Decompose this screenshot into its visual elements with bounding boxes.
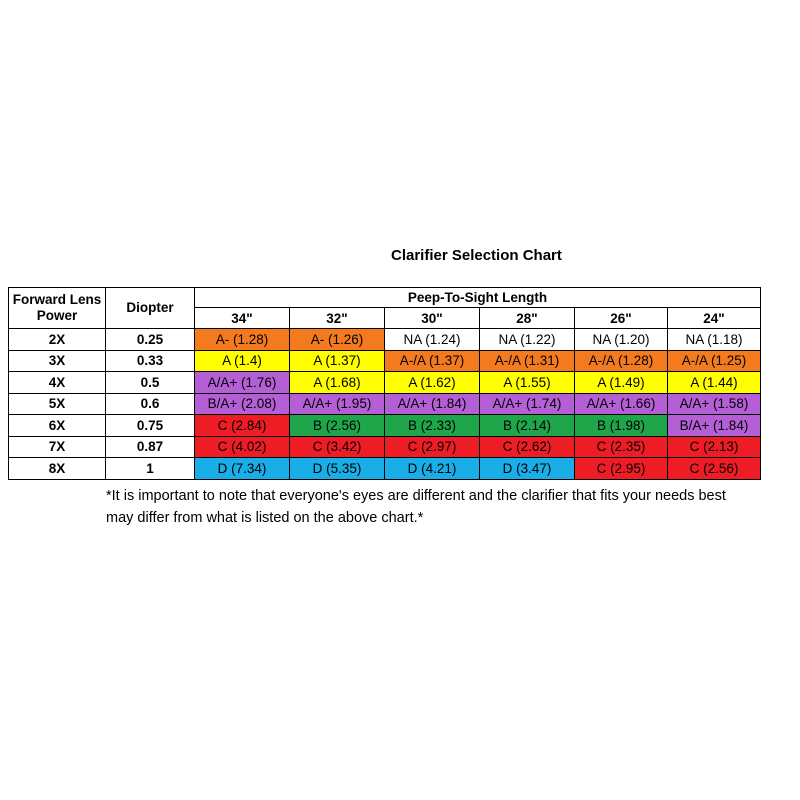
clarifier-cell: C (2.95): [575, 458, 668, 480]
clarifier-cell: NA (1.22): [480, 329, 575, 351]
clarifier-cell: B/A+ (1.84): [668, 415, 761, 437]
clarifier-cell: B (2.56): [290, 415, 385, 437]
clarifier-cell: A-/A (1.25): [668, 350, 761, 372]
clarifier-cell: A (1.4): [195, 350, 290, 372]
clarifier-cell: B/A+ (2.08): [195, 393, 290, 415]
clarifier-cell: NA (1.24): [385, 329, 480, 351]
clarifier-cell: C (3.42): [290, 436, 385, 458]
clarifier-cell: A/A+ (1.95): [290, 393, 385, 415]
power-cell: 2X: [9, 329, 106, 351]
table-row: [9, 458, 761, 480]
clarifier-cell: C (2.56): [668, 458, 761, 480]
clarifier-cell: A- (1.28): [195, 329, 290, 351]
clarifier-cell: A-/A (1.37): [385, 350, 480, 372]
header-diopter: Diopter: [106, 288, 195, 329]
clarifier-cell: B (1.98): [575, 415, 668, 437]
header-length-24: 24": [668, 308, 761, 329]
clarifier-cell: B (2.14): [480, 415, 575, 437]
clarifier-cell: A/A+ (1.58): [668, 393, 761, 415]
table-row: [9, 350, 761, 372]
clarifier-cell: A (1.49): [575, 372, 668, 394]
clarifier-cell: A (1.68): [290, 372, 385, 394]
clarifier-cell: A (1.55): [480, 372, 575, 394]
table-row: [9, 329, 761, 351]
clarifier-cell: A (1.44): [668, 372, 761, 394]
disclaimer-note: *It is important to note that everyone's eyes are different and the clarifier that fits your needs best may differ from what is listed on the above chart.*: [106, 488, 726, 526]
clarifier-cell: A-/A (1.31): [480, 350, 575, 372]
table-row: [9, 372, 761, 394]
power-cell: 4X: [9, 372, 106, 394]
power-cell: 8X: [9, 458, 106, 480]
table-row: [9, 393, 761, 415]
clarifier-cell: C (4.02): [195, 436, 290, 458]
clarifier-cell: A (1.62): [385, 372, 480, 394]
clarifier-cell: C (2.97): [385, 436, 480, 458]
diopter-cell: 1: [106, 458, 195, 480]
clarifier-cell: A-/A (1.28): [575, 350, 668, 372]
power-cell: 5X: [9, 393, 106, 415]
diopter-cell: 0.6: [106, 393, 195, 415]
clarifier-cell: D (4.21): [385, 458, 480, 480]
clarifier-cell: A (1.37): [290, 350, 385, 372]
table-row: [9, 415, 761, 437]
diopter-cell: 0.87: [106, 436, 195, 458]
diopter-cell: 0.25: [106, 329, 195, 351]
clarifier-cell: C (2.13): [668, 436, 761, 458]
clarifier-cell: D (7.34): [195, 458, 290, 480]
header-length-30: 30": [385, 308, 480, 329]
clarifier-cell: A/A+ (1.84): [385, 393, 480, 415]
header-forward-lens-power: Forward Lens Power: [9, 288, 106, 329]
diopter-cell: 0.5: [106, 372, 195, 394]
clarifier-cell: B (2.33): [385, 415, 480, 437]
power-cell: 3X: [9, 350, 106, 372]
clarifier-cell: A- (1.26): [290, 329, 385, 351]
diopter-cell: 0.75: [106, 415, 195, 437]
header-peep-to-sight-length: Peep-To-Sight Length: [195, 288, 761, 308]
power-cell: 7X: [9, 436, 106, 458]
clarifier-cell: NA (1.20): [575, 329, 668, 351]
diopter-cell: 0.33: [106, 350, 195, 372]
clarifier-cell: C (2.84): [195, 415, 290, 437]
header-length-32: 32": [290, 308, 385, 329]
clarifier-cell: D (3.47): [480, 458, 575, 480]
clarifier-cell: A/A+ (1.74): [480, 393, 575, 415]
header-length-26: 26": [575, 308, 668, 329]
chart-title: Clarifier Selection Chart: [391, 247, 562, 264]
power-cell: 6X: [9, 415, 106, 437]
clarifier-cell: D (5.35): [290, 458, 385, 480]
header-length-28: 28": [480, 308, 575, 329]
header-length-34: 34": [195, 308, 290, 329]
clarifier-selection-table: [8, 287, 761, 480]
clarifier-cell: A/A+ (1.76): [195, 372, 290, 394]
clarifier-cell: C (2.62): [480, 436, 575, 458]
table-row: [9, 436, 761, 458]
clarifier-cell: C (2.35): [575, 436, 668, 458]
clarifier-cell: A/A+ (1.66): [575, 393, 668, 415]
clarifier-cell: NA (1.18): [668, 329, 761, 351]
